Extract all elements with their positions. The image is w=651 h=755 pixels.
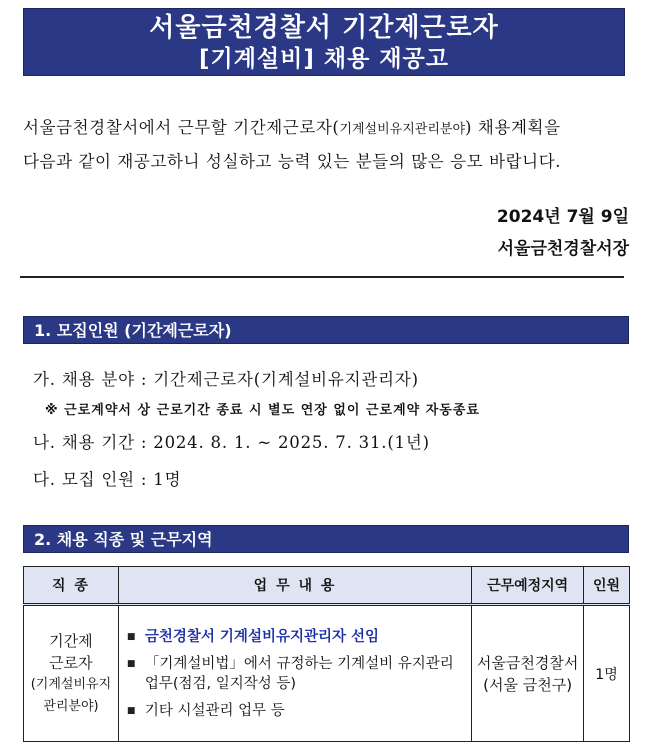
table-header-row: [24, 567, 630, 605]
location-line: (서울 금천구): [483, 675, 573, 694]
notice-date: 2024년 7월 9일: [496, 207, 629, 227]
duties-list: [127, 627, 465, 721]
title-banner: [23, 8, 625, 76]
category-line: 기간제: [49, 631, 93, 650]
job-table: [23, 566, 630, 742]
location-line: 서울금천경찰서: [476, 653, 579, 672]
recruit-field: 가. 채용 분야 : 기간제근로자(기계설비유지관리자): [33, 370, 419, 389]
intro-line-1: [23, 112, 629, 146]
intro-line-2: 다음과 같이 재공고하니 성실하고 능력 있는 분들의 많은 응모 바랍니다.: [23, 152, 562, 171]
cell-location: [472, 605, 584, 742]
notice-issuer: 서울금천경찰서장: [497, 239, 629, 259]
table-row: [24, 605, 630, 742]
header-category: 직 종: [24, 567, 119, 605]
contract-note: ※ 근로계약서 상 근로기간 종료 시 별도 연장 없이 근로계약 자동종료: [45, 403, 480, 418]
recruit-count: 다. 모집 인원 : 1명: [33, 470, 182, 489]
cell-duties: [118, 605, 471, 742]
duty-item: ■ 금천경찰서 기계설비유지관리자 선임: [145, 627, 465, 647]
title-line-2: [기계설비] 채용 재공고: [198, 46, 449, 72]
recruit-period: 나. 채용 기간 : 2024. 8. 1. ~ 2025. 7. 31.(1년): [33, 433, 430, 452]
header-headcount: 인원: [584, 567, 630, 605]
category-line: 관리분야): [43, 698, 99, 714]
intro-field-name: 기계설비유지관리분야: [339, 122, 466, 137]
duty-item: ■ 기타 시설관리 업무 등: [145, 701, 465, 721]
header-location: 근무예정지역: [472, 567, 584, 605]
header-duties: 업 무 내 용: [118, 567, 471, 605]
intro-paragraph: [23, 112, 629, 178]
cell-category: [24, 605, 119, 742]
category-line: 근로자: [49, 653, 93, 672]
duty-item: ■ 「기계설비법」에서 규정하는 기계설비 유지관리 업무(점검, 일지작성 등): [145, 654, 465, 694]
title-line-1: 서울금천경찰서 기간제근로자: [149, 13, 499, 43]
cell-headcount: 1명: [584, 605, 630, 742]
intro-text-end: ) 채용계획을: [465, 118, 561, 137]
section-2-heading: 2. 채용 직종 및 근무지역: [23, 525, 629, 553]
intro-text-start: 서울금천경찰서에서 근무할 기간제근로자(: [23, 118, 340, 137]
category-line: (기계설비유지: [30, 676, 112, 692]
divider-line: [20, 276, 624, 278]
section-1-heading: 1. 모집인원 (기간제근로자): [23, 316, 629, 344]
